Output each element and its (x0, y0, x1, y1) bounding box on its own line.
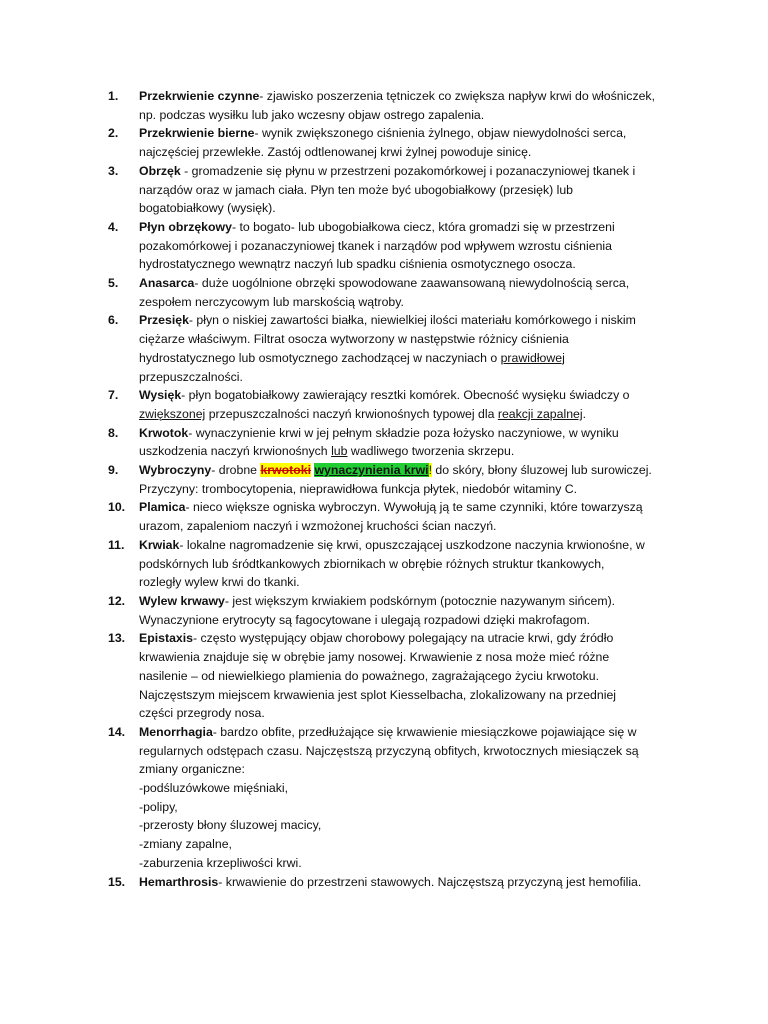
item-body (139, 87, 698, 124)
item-text: - płyn o niskiej zawartości białka, niewielkiej ilości materiału komórkowego i niskim (188, 313, 636, 328)
item-body (139, 424, 698, 461)
item-term: Przekrwienie bierne (139, 126, 255, 141)
item-text: Najczęstszym miejscem krwawienia jest splot Kiesselbacha, zlokalizowany na przedniej (139, 687, 617, 702)
item-body (139, 536, 698, 592)
item-text: np. podczas wysiłku lub jako wczesny objaw ostrego zapalenia. (139, 107, 485, 122)
item-text: przepuszczalności naczyń krwionośnych typowej dla (205, 406, 498, 421)
list-item (108, 274, 698, 311)
item-term: Krwiak (139, 537, 180, 552)
list-item (108, 386, 698, 423)
item-text: - krwawienie do przestrzeni stawowych. Najczęstszą przyczyną jest hemofilia. (218, 874, 642, 889)
item-text: krwawienia znajduje się w obrębie jamy nosowej. Krwawienie z nosa może mieć różne (139, 650, 610, 665)
item-text: nasilenie – od niewielkiego plamienia do poważnego, zagrażającego życiu krwotoku. (139, 668, 600, 683)
item-term: Epistaxis (139, 631, 193, 646)
item-term: Przesięk (139, 313, 189, 328)
item-body (139, 873, 698, 892)
sub-list-item: -zmiany zapalne, (139, 837, 232, 852)
item-body (139, 311, 698, 386)
struck-text: krwotoki (260, 463, 312, 478)
highlighted-mark: ! (428, 463, 432, 478)
item-text: bogatobiałkowy (wysięk). (139, 201, 276, 216)
list-item (108, 124, 698, 161)
item-body (139, 274, 698, 311)
item-text: części przegrody nosa. (139, 706, 265, 721)
item-number: 9. (108, 463, 119, 478)
list-item (108, 461, 698, 498)
sub-list-item: -przerosty błony śluzowej macicy, (139, 818, 322, 833)
item-text: - jest większym krwiakiem podskórnym (potocznie nazywanym sińcem). (224, 593, 616, 608)
item-text: uszkodzenia naczyń krwionośnych (139, 444, 332, 459)
item-term: Obrzęk (139, 163, 181, 178)
item-text: - nieco większe ogniska wybroczyn. Wywołują ją te same czynniki, które towarzyszą (185, 500, 643, 515)
underlined-text: lub (331, 444, 348, 459)
item-number: 3. (108, 163, 119, 178)
item-text: - duże uogólnione obrzęki spowodowane zaawansowaną niewydolnością serca, (194, 276, 630, 291)
item-text: wadliwego tworzenia skrzepu. (347, 444, 515, 459)
item-body (139, 592, 698, 629)
item-term: Hemarthrosis (139, 874, 219, 889)
item-number: 5. (108, 276, 119, 291)
item-number: 1. (108, 89, 119, 103)
item-text: regularnych odstępach czasu. Najczęstszą przyczyną obfitych, krwotocznych miesiączek są (139, 743, 639, 758)
item-text: narządów oraz w jamach ciała. Płyn ten może być ubogobiałkowy (przesięk) lub (139, 182, 574, 197)
item-text: - gromadzenie się płynu w przestrzeni pozakomórkowej i pozanaczyniowej tkanek i (180, 163, 636, 178)
item-term: Anasarca (139, 276, 195, 291)
list-item (108, 218, 698, 274)
list-item (108, 723, 698, 873)
sub-list-item: -polipy, (139, 799, 178, 814)
item-term: Menorrhagia (139, 724, 213, 739)
item-text: . (582, 406, 587, 421)
item-text: - bardzo obfite, przedłużające się krwawienie miesiączkowe pojawiające się w (212, 724, 637, 739)
item-text: - zjawisko poszerzenia tętniczek co zwiększa napływ krwi do włośniczek, (259, 89, 655, 103)
item-number: 6. (108, 313, 119, 328)
underlined-text: prawidłowej (500, 350, 565, 365)
item-text: - wynik zwiększonego ciśnienia żylnego, objaw niewydolności serca, (254, 126, 627, 141)
item-text: hydrostatycznego lub osmotycznego zachodzącej w naczyniach o (139, 350, 501, 365)
item-number: 2. (108, 126, 119, 141)
item-number: 12. (108, 593, 126, 608)
sub-list-item: -zaburzenia krzepliwości krwi. (139, 855, 302, 870)
sub-list-item: -podśluzówkowe mięśniaki, (139, 781, 288, 796)
item-text: przepuszczalności. (139, 369, 243, 384)
item-text: rozległy wylew krwi do tkanki. (139, 575, 300, 590)
list-item (108, 311, 698, 386)
item-text: urazom, zapaleniom naczyń i wzmożonej kruchości ścian naczyń. (139, 519, 497, 534)
underlined-text: zwiększonej (139, 406, 206, 421)
list-item (108, 498, 698, 535)
item-number: 4. (108, 219, 119, 234)
item-number: 14. (108, 724, 126, 739)
item-term: Przekrwienie czynne (139, 89, 260, 103)
item-body (139, 461, 698, 498)
list-item (108, 87, 698, 124)
item-term: Krwotok (139, 425, 189, 440)
item-number: 11. (108, 537, 125, 552)
item-body (139, 498, 698, 535)
underlined-text: reakcji zapalnej (497, 406, 583, 421)
list-item (108, 629, 698, 723)
item-text: zespołem nerczycowym lub marskością wątroby. (139, 294, 404, 309)
item-text: - płyn bogatobiałkowy zawierający resztki komórek. Obecność wysięku świadczy o (181, 388, 630, 403)
item-text: Wynaczynione erytrocyty są fagocytowane i ulegają rozpadowi dzięki makrofagom. (139, 612, 590, 627)
item-text: - często występujący objaw chorobowy polegający na utracie krwi, gdy źródło (193, 631, 614, 646)
list-item (108, 873, 698, 892)
item-term: Płyn obrzękowy (139, 219, 232, 234)
item-term: Wysięk (139, 388, 182, 403)
list-item (108, 162, 698, 218)
item-text: podskórnych lub śródtkankowych zbiornikach w obrębie różnych struktur tkankowych, (139, 556, 605, 571)
list-item (108, 592, 698, 629)
highlighted-text: wynaczynienia krwi (314, 463, 429, 478)
item-body (139, 218, 698, 274)
item-number: 15. (108, 874, 126, 889)
definitions-list (108, 87, 698, 891)
item-text: do skóry, błony śluzowej lub surowiczej. (432, 463, 652, 478)
item-number: 8. (108, 425, 119, 440)
list-item (108, 424, 698, 461)
item-body (139, 629, 698, 723)
item-body (139, 723, 698, 873)
item-text: - wynaczynienie krwi w jej pełnym składzie poza łożysko naczyniowe, w wyniku (188, 425, 619, 440)
item-body (139, 124, 698, 161)
item-number: 10. (108, 500, 126, 515)
item-text: zmiany organiczne: (139, 762, 245, 777)
item-body (139, 386, 698, 423)
item-text: pozakomórkowej i pozanaczyniowej tkanek i narządów pod wpływem wzrostu ciśnienia (139, 238, 612, 253)
item-number: 13. (108, 631, 126, 646)
item-text: hydrostatycznego wewnątrz naczyń lub spadku ciśnienia osmotycznego osocza. (139, 257, 576, 272)
item-text: - to bogato- lub ubogobiałkowa ciecz, która gromadzi się w przestrzeni (231, 219, 615, 234)
item-body (139, 162, 698, 218)
item-text: najczęściej przewlekłe. Zastój odtlenowanej krwi żylnej powoduje sinicę. (139, 145, 532, 160)
item-text: - drobne (211, 463, 261, 478)
item-text: - lokalne nagromadzenie się krwi, opuszczającej uszkodzone naczynia krwionośne, w (179, 537, 645, 552)
item-term: Wybroczyny (139, 463, 212, 478)
list-item (108, 536, 698, 592)
item-number: 7. (108, 388, 119, 403)
item-term: Wylew krwawy (139, 593, 225, 608)
item-term: Plamica (139, 500, 186, 515)
item-text: Przyczyny: trombocytopenia, nieprawidłowa funkcja płytek, niedobór witaminy C. (139, 481, 578, 496)
item-text: ciężarze właściwym. Filtrat osocza wytworzony w następstwie różnicy ciśnienia (139, 332, 569, 347)
